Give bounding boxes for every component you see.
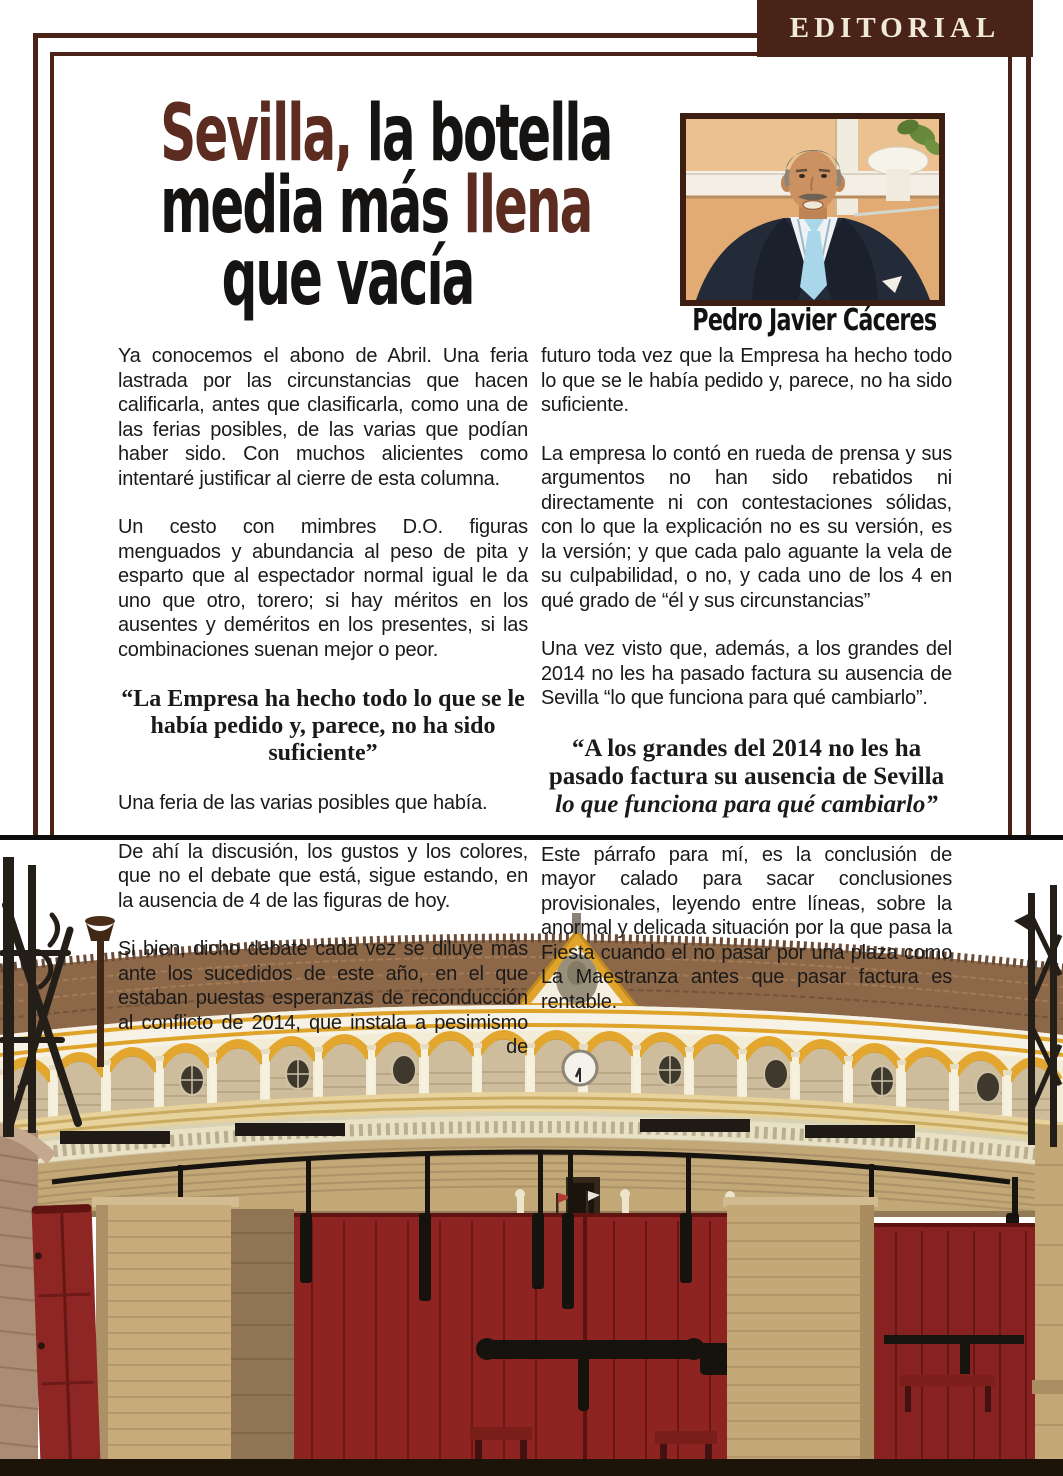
paragraph: Un cesto con mimbres D.O. figuras menguados y abundancia al peso de pita y esparto que al espectador normal igual le da uno que otro, torero; si hay méritos en los ausentes y deméritos en los presentes, si las combinaciones suenan mejor o peor. — [118, 516, 528, 661]
title-accent-word: llena — [463, 161, 592, 251]
paragraph: Una feria de las varias posibles que había. — [118, 792, 488, 814]
title-line-2 — [160, 161, 592, 251]
editorial-badge — [757, 0, 1033, 57]
title-accent-word: Sevilla, — [160, 89, 352, 179]
paragraph: Ya conocemos el abono de Abril. Una feria lastrada por las circunstancias que hacen calificarla, antes que clasificarla, como una de las ferias posibles, de las varias que podían haber sido. Con muchos alicientes como intentaré justificar al cierre de esta columna. — [118, 345, 528, 490]
paragraph: De ahí la discusión, los gustos y los colores, que no el debate que está, sigue estando, en la ausencia de 4 de las figuras de hoy. — [118, 840, 528, 912]
page-title — [55, 89, 640, 323]
paragraph: Una vez visto que, además, a los grandes del 2014 no les ha pasado factura su ausencia de Sevilla “lo que funciona para qué cambiarlo”. — [541, 638, 952, 709]
right-column — [541, 344, 952, 1038]
title-word: media más — [160, 161, 464, 251]
title-word: la botella — [351, 89, 612, 179]
paragraph: Este párrafo para mí, es la conclusión de mayor calado para sacar conclusiones provisionales, leyendo entre líneas, sobre la anormal y delicada situación por la que pasa la Fiesta cuando el no pasar por una plaza como La Maestranza antes que pasar factura es rentable. — [541, 843, 952, 1013]
editorial-badge-label: EDITORIAL — [789, 12, 1001, 44]
pull-quote-main: “A los grandes del 2014 no les ha pasado factura su ausencia de Sevilla — [548, 734, 945, 790]
author-photo — [680, 113, 945, 306]
title-line-1 — [160, 89, 612, 179]
paragraph: La empresa lo contó en rueda de prensa y sus argumentos no han sido rebatidos ni directamente ni con contestaciones sólidas, con lo que la explicación no es su versión, es la versión; y que cada palo aguante la vela de su culpabilidad, o no, y cada uno de los 4 en qué grado de “él y sus circunstancias” — [541, 442, 952, 612]
author-caption: Pedro Javier Cáceres — [692, 303, 937, 338]
left-column — [118, 344, 528, 1060]
paragraph: Si bien, dicho debate cada vez se diluye más ante los sucedidos de este año, en el que estaban puestas esperanzas de reconducción al conflicto de 2014, que instala a pesimismo de — [118, 938, 528, 1058]
title-line-3: que vacía — [221, 233, 474, 323]
paragraph: futuro toda vez que la Empresa ha hecho todo lo que se le había pedido y, parece, no ha sido suficiente. — [541, 345, 952, 416]
author-portrait-illustration — [686, 119, 939, 300]
pull-quote-left: “La Empresa ha hecho todo lo que se le había pedido y, parece, no ha sido suficiente” — [121, 686, 525, 766]
pull-quote-italic: lo que funciona para qué cambiarlo” — [555, 790, 938, 818]
pull-quote-right — [541, 735, 952, 819]
